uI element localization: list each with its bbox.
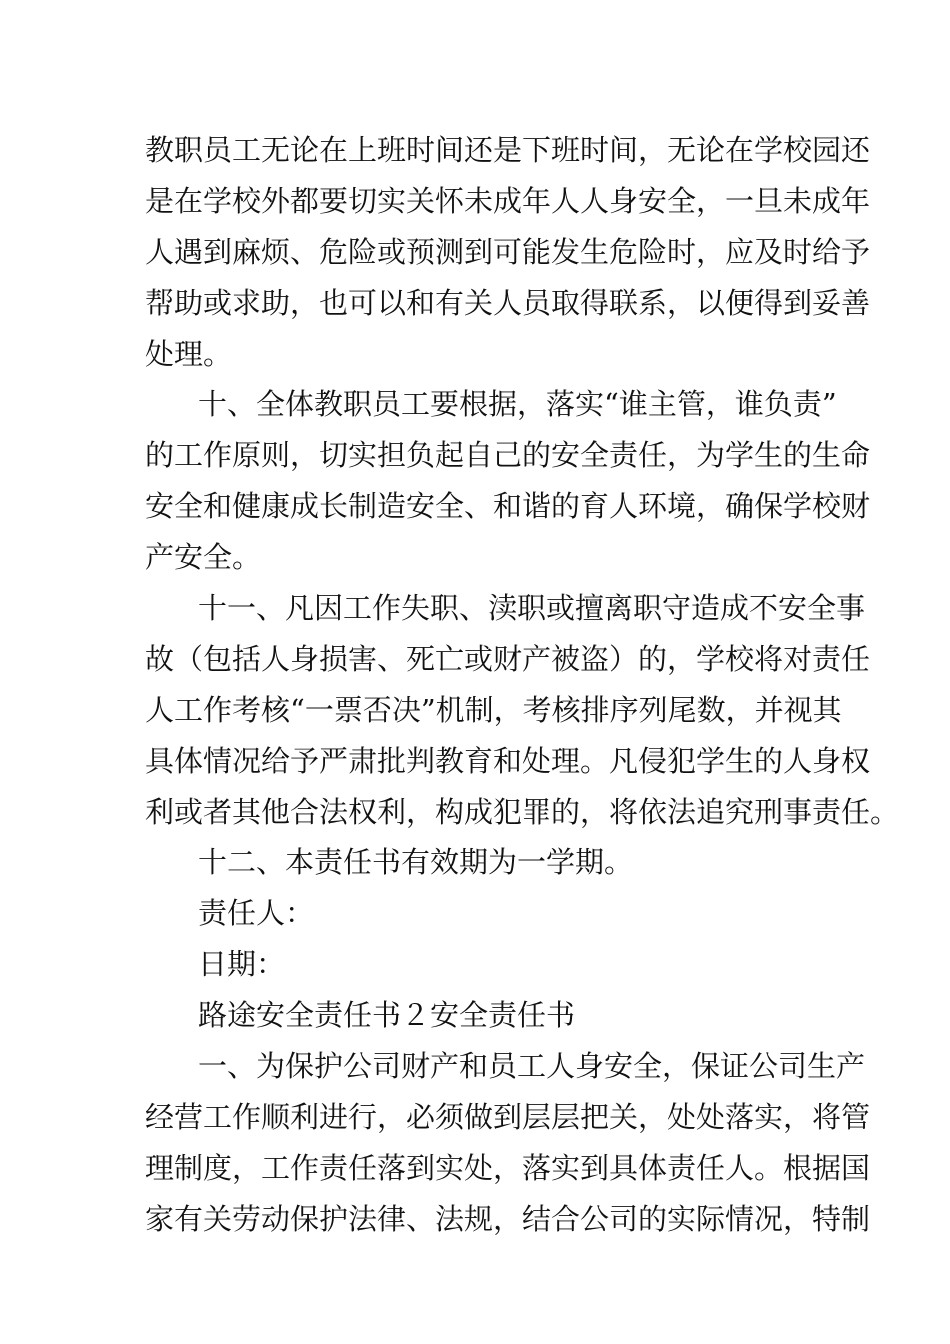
text-line: 的工作原则，切实担负起自己的安全责任，为学生的生命 xyxy=(145,438,871,473)
text-line: 具体情况给予严肃批判教育和处理。凡侵犯学生的人身权 xyxy=(145,743,871,778)
paragraph-start-line: 十、全体教职员工要根据，落实“谁主管，谁负责” xyxy=(198,387,837,422)
date-label: 日期： xyxy=(198,947,286,982)
section-heading: 路途安全责任书２安全责任书 xyxy=(198,998,576,1033)
paragraph-start-line: 一、为保护公司财产和员工人身安全，保证公司生产 xyxy=(198,1049,866,1084)
signature-label: 责任人： xyxy=(198,896,315,931)
paragraph-start-line: 十二、本责任书有效期为一学期。 xyxy=(198,845,634,880)
text-line: 家有关劳动保护法律、法规，结合公司的实际情况，特制 xyxy=(145,1201,871,1236)
text-line: 帮助或求助，也可以和有关人员取得联系，以便得到妥善 xyxy=(145,285,871,320)
text-line: 处理。 xyxy=(145,336,233,371)
text-line: 教职员工无论在上班时间还是下班时间，无论在学校园还 xyxy=(145,133,871,167)
text-line: 经营工作顺利进行，必须做到层层把关，处处落实，将管 xyxy=(145,1099,871,1134)
text-line: 故（包括人身损害、死亡或财产被盗）的，学校将对责任 xyxy=(145,641,871,676)
text-line: 理制度，工作责任落到实处，落实到具体责任人。根据国 xyxy=(145,1150,871,1185)
document-body xyxy=(145,125,900,1245)
text-line: 利或者其他合法权利，构成犯罪的，将依法追究刑事责任。 xyxy=(145,794,900,829)
text-line: 安全和健康成长制造安全、和谐的育人环境，确保学校财 xyxy=(145,489,871,524)
text-line: 人遇到麻烦、危险或预测到可能发生危险时，应及时给予 xyxy=(145,234,871,269)
text-line: 产安全。 xyxy=(145,540,262,575)
text-line: 人工作考核“一票否决”机制，考核排序列尾数，并视其 xyxy=(145,692,842,727)
paragraph-start-line: 十一、凡因工作失职、渎职或擅离职守造成不安全事 xyxy=(198,591,866,626)
text-line: 是在学校外都要切实关怀未成年人人身安全，一旦未成年 xyxy=(145,183,871,218)
